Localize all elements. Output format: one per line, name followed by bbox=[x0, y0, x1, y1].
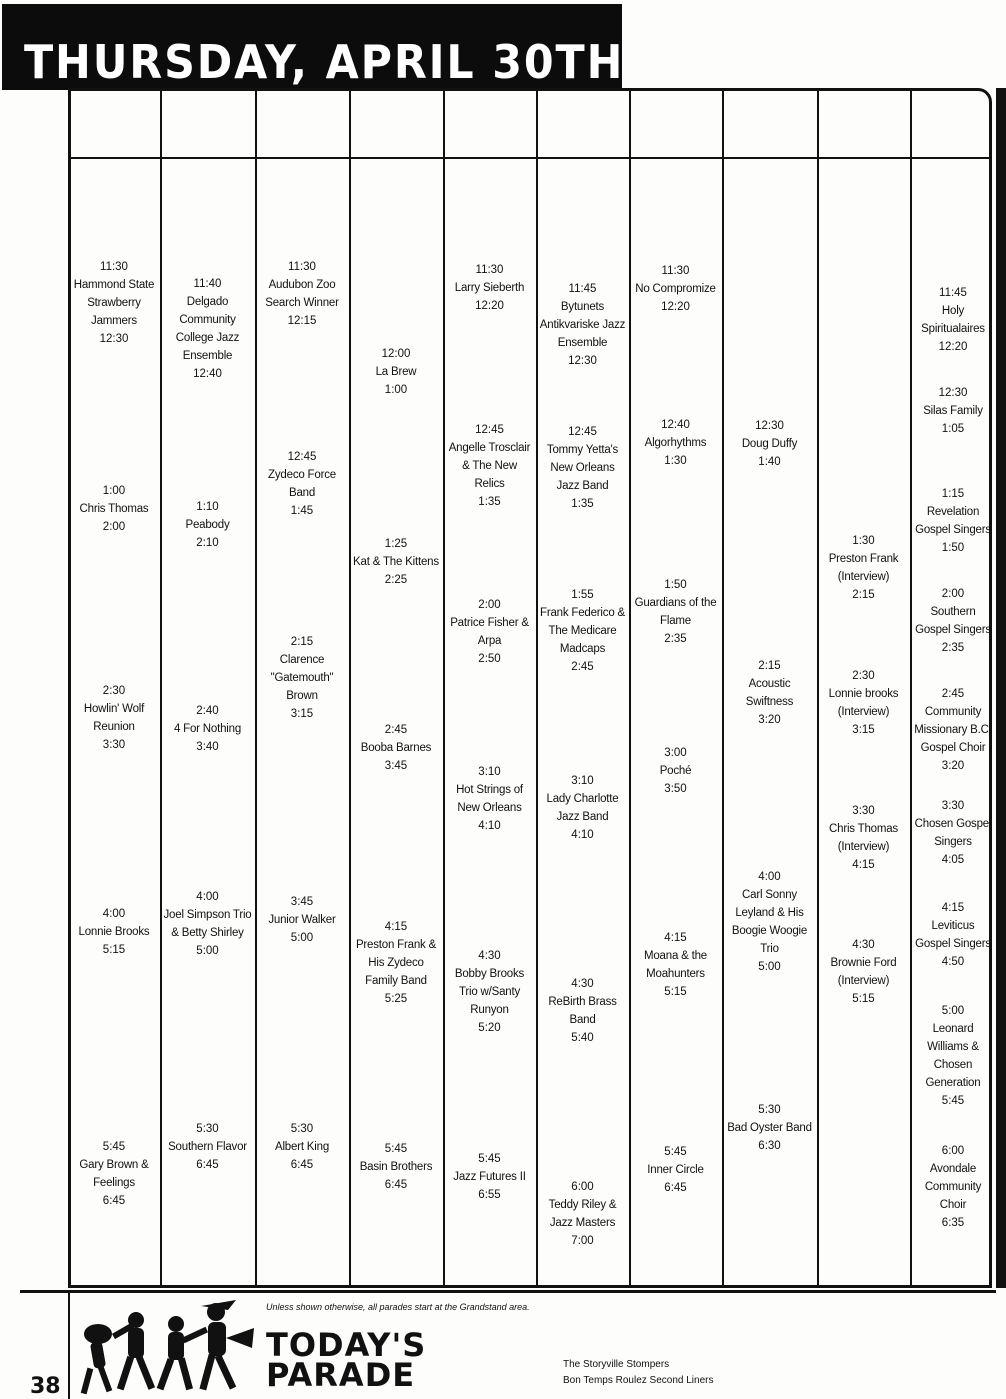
entry-end-time: 6:35 bbox=[941, 1217, 965, 1229]
entry-end-time: 1:35 bbox=[571, 498, 594, 510]
entry-start-time: 3:10 bbox=[571, 775, 594, 787]
entry-start-time: 11:30 bbox=[100, 261, 128, 273]
entry-start-time: 2:30 bbox=[102, 685, 126, 697]
entry-end-time: 3:50 bbox=[664, 783, 687, 795]
schedule-entry bbox=[71, 1138, 157, 1210]
entry-end-time: 4:05 bbox=[941, 854, 965, 866]
entry-start-time: 4:15 bbox=[941, 902, 965, 914]
entry-end-time: 3:45 bbox=[384, 760, 408, 772]
parade-note: Unless shown otherwise, all parades start at the Grandstand area. bbox=[266, 1302, 530, 1312]
entry-start-time: 1:25 bbox=[384, 538, 408, 550]
schedule-entry bbox=[71, 258, 157, 348]
entry-end-time: 5:40 bbox=[571, 1032, 594, 1044]
schedule-entry bbox=[632, 1143, 719, 1197]
entry-start-time: 2:00 bbox=[478, 599, 501, 611]
page-title: THURSDAY, APRIL 30TH bbox=[24, 35, 625, 89]
column-divider bbox=[536, 88, 538, 1288]
entry-end-time: 6:55 bbox=[478, 1189, 501, 1201]
entry-performer: 4 For Nothing bbox=[173, 723, 242, 735]
schedule-entry bbox=[632, 929, 719, 1001]
entry-start-time: 4:00 bbox=[758, 871, 781, 883]
entry-start-time: 11:45 bbox=[568, 283, 597, 295]
schedule-entry bbox=[352, 1140, 440, 1194]
entry-performer: Lonnie brooks (Interview) bbox=[828, 688, 899, 718]
schedule-entry bbox=[71, 682, 157, 754]
schedule-entry bbox=[539, 772, 626, 844]
schedule-entry bbox=[163, 498, 252, 552]
schedule-entry bbox=[632, 744, 719, 798]
entry-end-time: 6:30 bbox=[758, 1140, 781, 1152]
schedule-entry bbox=[446, 1150, 533, 1204]
column-divider bbox=[817, 88, 819, 1288]
schedule-entry bbox=[913, 284, 993, 356]
entry-end-time: 4:10 bbox=[571, 829, 594, 841]
schedule-entry bbox=[352, 721, 440, 775]
entry-end-time: 2:35 bbox=[941, 642, 965, 654]
entry-performer: Lady Charlotte Jazz Band bbox=[546, 793, 619, 823]
entry-end-time: 5:15 bbox=[102, 944, 126, 956]
entry-performer: Gary Brown & Feelings bbox=[79, 1159, 149, 1189]
entry-end-time: 5:25 bbox=[384, 993, 408, 1005]
entry-end-time: 3:20 bbox=[758, 714, 781, 726]
entry-end-time: 6:45 bbox=[196, 1159, 219, 1171]
schedule-entry bbox=[258, 448, 346, 520]
entry-performer: Bad Oyster Band bbox=[727, 1122, 812, 1134]
entry-start-time: 3:30 bbox=[941, 800, 965, 812]
entry-start-time: 4:30 bbox=[571, 978, 594, 990]
schedule-entry bbox=[352, 918, 440, 1008]
schedule-entry bbox=[725, 417, 814, 471]
entry-end-time: 2:00 bbox=[102, 521, 126, 533]
schedule-entry bbox=[539, 280, 626, 370]
entry-end-time: 2:35 bbox=[664, 633, 687, 645]
header-rule bbox=[68, 157, 992, 159]
entry-end-time: 1:40 bbox=[758, 456, 781, 468]
entry-performer: Joel Simpson Trio & Betty Shirley bbox=[163, 909, 252, 939]
entry-end-time: 1:35 bbox=[478, 496, 501, 508]
page-number: 38 bbox=[30, 1374, 61, 1399]
parade-item: The Storyville Stompers bbox=[563, 1359, 670, 1370]
entry-performer: Clarence "Gatemouth" Brown bbox=[270, 654, 334, 702]
entry-start-time: 12:30 bbox=[938, 387, 968, 399]
entry-start-time: 11:45 bbox=[939, 287, 967, 299]
schedule-entry bbox=[446, 261, 533, 315]
entry-end-time: 2:45 bbox=[571, 661, 594, 673]
schedule-entry bbox=[913, 1002, 993, 1110]
entry-performer: Junior Walker bbox=[268, 914, 336, 926]
entry-start-time: 5:00 bbox=[941, 1005, 965, 1017]
entry-start-time: 12:45 bbox=[287, 451, 317, 463]
entry-start-time: 5:30 bbox=[758, 1104, 781, 1116]
entry-end-time: 6:45 bbox=[290, 1159, 314, 1171]
entry-end-time: 6:45 bbox=[102, 1195, 126, 1207]
entry-end-time: 12:30 bbox=[568, 355, 597, 367]
entry-end-time: 5:00 bbox=[758, 961, 781, 973]
entry-performer: Preston Frank & His Zydeco Family Band bbox=[355, 939, 437, 987]
entry-performer: Chris Thomas bbox=[79, 503, 149, 515]
column-divider bbox=[910, 88, 912, 1288]
schedule-entry bbox=[820, 532, 907, 604]
schedule-entry bbox=[446, 763, 533, 835]
schedule-entry bbox=[913, 899, 993, 971]
entry-end-time: 12:30 bbox=[99, 333, 129, 345]
entry-performer: Bobby Brooks Trio w/Santy Runyon bbox=[454, 968, 525, 1016]
entry-performer: Teddy Riley & Jazz Masters bbox=[548, 1199, 617, 1229]
entry-performer: Basin Brothers bbox=[359, 1161, 433, 1173]
entry-start-time: 12:30 bbox=[755, 420, 784, 432]
entry-end-time: 12:20 bbox=[475, 300, 504, 312]
entry-performer: Kat & The Kittens bbox=[353, 556, 439, 568]
column-divider bbox=[722, 88, 724, 1288]
entry-start-time: 2:15 bbox=[290, 636, 314, 648]
column-divider bbox=[443, 88, 445, 1288]
entry-performer: Delgado Community College Jazz Ensemble bbox=[175, 296, 240, 362]
schedule-entry bbox=[632, 416, 719, 470]
entry-start-time: 4:15 bbox=[384, 921, 408, 933]
entry-end-time: 1:05 bbox=[941, 423, 965, 435]
entry-performer: ReBirth Brass Band bbox=[548, 996, 617, 1026]
entry-performer: Acoustic Swiftness bbox=[745, 678, 794, 708]
entry-start-time: 5:45 bbox=[384, 1143, 408, 1155]
entry-performer: No Compromize bbox=[635, 283, 716, 295]
entry-performer: La Brew bbox=[375, 366, 417, 378]
schedule-entry bbox=[913, 797, 993, 869]
entry-end-time: 12:20 bbox=[661, 301, 690, 313]
entry-end-time: 5:20 bbox=[478, 1022, 501, 1034]
entry-end-time: 12:40 bbox=[193, 368, 222, 380]
entry-performer: Southern Flavor bbox=[168, 1141, 247, 1153]
schedule-entry bbox=[539, 975, 626, 1047]
entry-performer: Doug Duffy bbox=[741, 438, 798, 450]
entry-start-time: 12:40 bbox=[661, 419, 690, 431]
entry-performer: Lonnie Brooks bbox=[78, 926, 150, 938]
entry-start-time: 1:30 bbox=[852, 535, 875, 547]
column-divider bbox=[629, 88, 631, 1288]
entry-end-time: 3:40 bbox=[196, 741, 219, 753]
schedule-entry bbox=[352, 345, 440, 399]
entry-end-time: 3:15 bbox=[290, 708, 314, 720]
entry-performer: Patrice Fisher & Arpa bbox=[450, 617, 529, 647]
entry-end-time: 4:10 bbox=[478, 820, 501, 832]
schedule-entry bbox=[539, 586, 626, 676]
entry-start-time: 5:45 bbox=[102, 1141, 126, 1153]
schedule-entry bbox=[632, 576, 719, 648]
title-bar bbox=[2, 4, 625, 90]
entry-start-time: 11:30 bbox=[661, 265, 690, 277]
schedule-entry bbox=[913, 1142, 993, 1232]
schedule-entry bbox=[820, 936, 907, 1008]
entry-start-time: 4:30 bbox=[852, 939, 875, 951]
parade-title bbox=[266, 1326, 427, 1394]
entry-end-time: 1:45 bbox=[290, 505, 314, 517]
entry-start-time: 1:15 bbox=[941, 488, 965, 500]
schedule-entry bbox=[725, 1101, 814, 1155]
entry-end-time: 6:45 bbox=[384, 1179, 408, 1191]
schedule-entry bbox=[539, 423, 626, 513]
entry-performer: Howlin' Wolf Reunion bbox=[83, 703, 145, 733]
entry-performer: Southern Gospel Singers bbox=[915, 606, 991, 636]
schedule-entry bbox=[352, 535, 440, 589]
schedule-entry bbox=[820, 802, 907, 874]
entry-start-time: 4:15 bbox=[664, 932, 687, 944]
entry-performer: Carl Sonny Leyland & His Boogie Woogie Trio bbox=[731, 889, 808, 955]
entry-end-time: 3:15 bbox=[852, 724, 875, 736]
schedule-entry bbox=[446, 596, 533, 668]
schedule-entry bbox=[725, 657, 814, 729]
entry-start-time: 12:00 bbox=[381, 348, 411, 360]
entry-start-time: 2:30 bbox=[852, 670, 875, 682]
entry-end-time: 2:15 bbox=[852, 589, 875, 601]
entry-start-time: 2:00 bbox=[941, 588, 965, 600]
parade-dancers-illustration bbox=[76, 1298, 256, 1398]
entry-start-time: 11:30 bbox=[475, 264, 504, 276]
entry-performer: Frank Federico & The Medicare Madcaps bbox=[540, 607, 625, 655]
entry-start-time: 3:45 bbox=[290, 896, 314, 908]
entry-start-time: 5:45 bbox=[478, 1153, 501, 1165]
entry-end-time: 1:50 bbox=[941, 542, 965, 554]
entry-performer: Silas Family bbox=[923, 405, 983, 417]
entry-start-time: 4:30 bbox=[478, 950, 501, 962]
entry-performer: Booba Barnes bbox=[360, 742, 432, 754]
schedule-entry bbox=[632, 262, 719, 316]
entry-start-time: 3:00 bbox=[664, 747, 687, 759]
entry-performer: Holy Spiritualaires bbox=[921, 305, 985, 335]
entry-performer: Chris Thomas (Interview) bbox=[829, 823, 898, 853]
entry-performer: Zydeco Force Band bbox=[268, 469, 336, 499]
entry-start-time: 4:00 bbox=[102, 908, 126, 920]
entry-performer: Jazz Futures II bbox=[453, 1171, 526, 1183]
entry-performer: Brownie Ford (Interview) bbox=[830, 957, 897, 987]
entry-end-time: 6:45 bbox=[664, 1182, 687, 1194]
entry-start-time: 1:00 bbox=[102, 485, 126, 497]
schedule-entry bbox=[163, 1120, 252, 1174]
entry-start-time: 12:45 bbox=[475, 424, 504, 436]
entry-start-time: 12:45 bbox=[568, 426, 597, 438]
entry-end-time: 1:00 bbox=[384, 384, 408, 396]
schedule-entry bbox=[163, 888, 252, 960]
entry-end-time: 1:30 bbox=[664, 455, 687, 467]
schedule-entry bbox=[539, 1178, 626, 1250]
entry-performer: Audubon Zoo Search Winner bbox=[265, 279, 339, 309]
entry-performer: Poché bbox=[659, 765, 692, 777]
entry-performer: Preston Frank (Interview) bbox=[828, 553, 899, 583]
entry-end-time: 5:45 bbox=[941, 1095, 965, 1107]
schedule-entry bbox=[71, 905, 157, 959]
entry-start-time: 5:30 bbox=[196, 1123, 219, 1135]
parade-title-line-1: TODAY'S bbox=[266, 1326, 427, 1364]
entry-performer: Inner Circle bbox=[647, 1164, 704, 1176]
entry-start-time: 6:00 bbox=[941, 1145, 965, 1157]
entry-end-time: 2:10 bbox=[196, 537, 219, 549]
entry-performer: Larry Sieberth bbox=[454, 282, 525, 294]
entry-start-time: 6:00 bbox=[571, 1181, 594, 1193]
entry-performer: Revelation Gospel Singers bbox=[915, 506, 991, 536]
entry-start-time: 4:00 bbox=[196, 891, 219, 903]
entry-start-time: 2:45 bbox=[941, 688, 965, 700]
entry-end-time: 12:15 bbox=[287, 315, 317, 327]
schedule-entry bbox=[163, 275, 252, 383]
entry-performer: Hot Strings of New Orleans bbox=[456, 784, 523, 814]
entry-performer: Moana & the Moahunters bbox=[643, 950, 707, 980]
entry-performer: Hammond State Strawberry Jammers bbox=[73, 279, 155, 327]
entry-performer: Bytunets Antikvariske Jazz Ensemble bbox=[539, 301, 626, 349]
schedule-entry bbox=[258, 1120, 346, 1174]
entry-performer: Algorhythms bbox=[644, 437, 707, 449]
schedule-entry bbox=[258, 893, 346, 947]
entry-start-time: 1:50 bbox=[664, 579, 687, 591]
entry-performer: Leviticus Gospel Singers bbox=[915, 920, 991, 950]
entry-performer: Chosen Gospel Singers bbox=[914, 818, 992, 848]
entry-start-time: 11:40 bbox=[193, 278, 222, 290]
entry-start-time: 3:30 bbox=[852, 805, 875, 817]
entry-performer: Albert King bbox=[274, 1141, 330, 1153]
entry-start-time: 5:45 bbox=[664, 1146, 687, 1158]
entry-performer: Avondale Community Choir bbox=[924, 1163, 982, 1211]
entry-end-time: 4:15 bbox=[852, 859, 875, 871]
schedule-entry bbox=[446, 421, 533, 511]
schedule-entry bbox=[71, 482, 157, 536]
schedule-entry bbox=[913, 685, 993, 775]
entry-start-time: 5:30 bbox=[290, 1123, 314, 1135]
parade-item: Bon Temps Roulez Second Liners bbox=[563, 1375, 714, 1386]
entry-start-time: 1:55 bbox=[571, 589, 594, 601]
entry-performer: Community Missionary B.C. Gospel Choir bbox=[914, 706, 992, 754]
schedule-entry bbox=[913, 585, 993, 657]
entry-end-time: 3:20 bbox=[941, 760, 965, 772]
column-divider bbox=[255, 88, 257, 1288]
schedule-entry bbox=[913, 384, 993, 438]
column-divider bbox=[160, 88, 162, 1288]
parade-list bbox=[563, 1357, 713, 1389]
schedule-entry bbox=[913, 485, 993, 557]
entry-performer: Guardians of the Flame bbox=[634, 597, 717, 627]
page-edge-strip bbox=[996, 88, 1006, 1288]
entry-performer: Peabody bbox=[185, 519, 230, 531]
schedule-entry bbox=[163, 702, 252, 756]
entry-start-time: 3:10 bbox=[478, 766, 501, 778]
entry-start-time: 2:45 bbox=[384, 724, 408, 736]
entry-end-time: 5:00 bbox=[196, 945, 219, 957]
schedule-entry bbox=[820, 667, 907, 739]
entry-end-time: 2:50 bbox=[478, 653, 501, 665]
entry-performer: Tommy Yetta's New Orleans Jazz Band bbox=[546, 444, 619, 492]
schedule-entry bbox=[446, 947, 533, 1037]
entry-start-time: 11:30 bbox=[288, 261, 316, 273]
schedule-entry bbox=[725, 868, 814, 976]
entry-start-time: 1:10 bbox=[196, 501, 219, 513]
entry-performer: Leonard Williams & Chosen Generation bbox=[925, 1023, 981, 1089]
entry-end-time: 7:00 bbox=[571, 1235, 594, 1247]
entry-performer: Angelle Trosclair & The New Relics bbox=[448, 442, 531, 490]
entry-end-time: 4:50 bbox=[941, 956, 965, 968]
schedule-entry bbox=[258, 633, 346, 723]
entry-end-time: 2:25 bbox=[384, 574, 408, 586]
entry-start-time: 2:15 bbox=[758, 660, 781, 672]
entry-end-time: 5:00 bbox=[290, 932, 314, 944]
entry-end-time: 3:30 bbox=[102, 739, 126, 751]
entry-end-time: 12:20 bbox=[938, 341, 968, 353]
parade-title-line-2: PARADE bbox=[266, 1356, 416, 1394]
entry-end-time: 5:15 bbox=[852, 993, 875, 1005]
schedule-entry bbox=[258, 258, 346, 330]
entry-start-time: 2:40 bbox=[196, 705, 219, 717]
column-divider bbox=[349, 88, 351, 1288]
entry-end-time: 5:15 bbox=[664, 986, 687, 998]
